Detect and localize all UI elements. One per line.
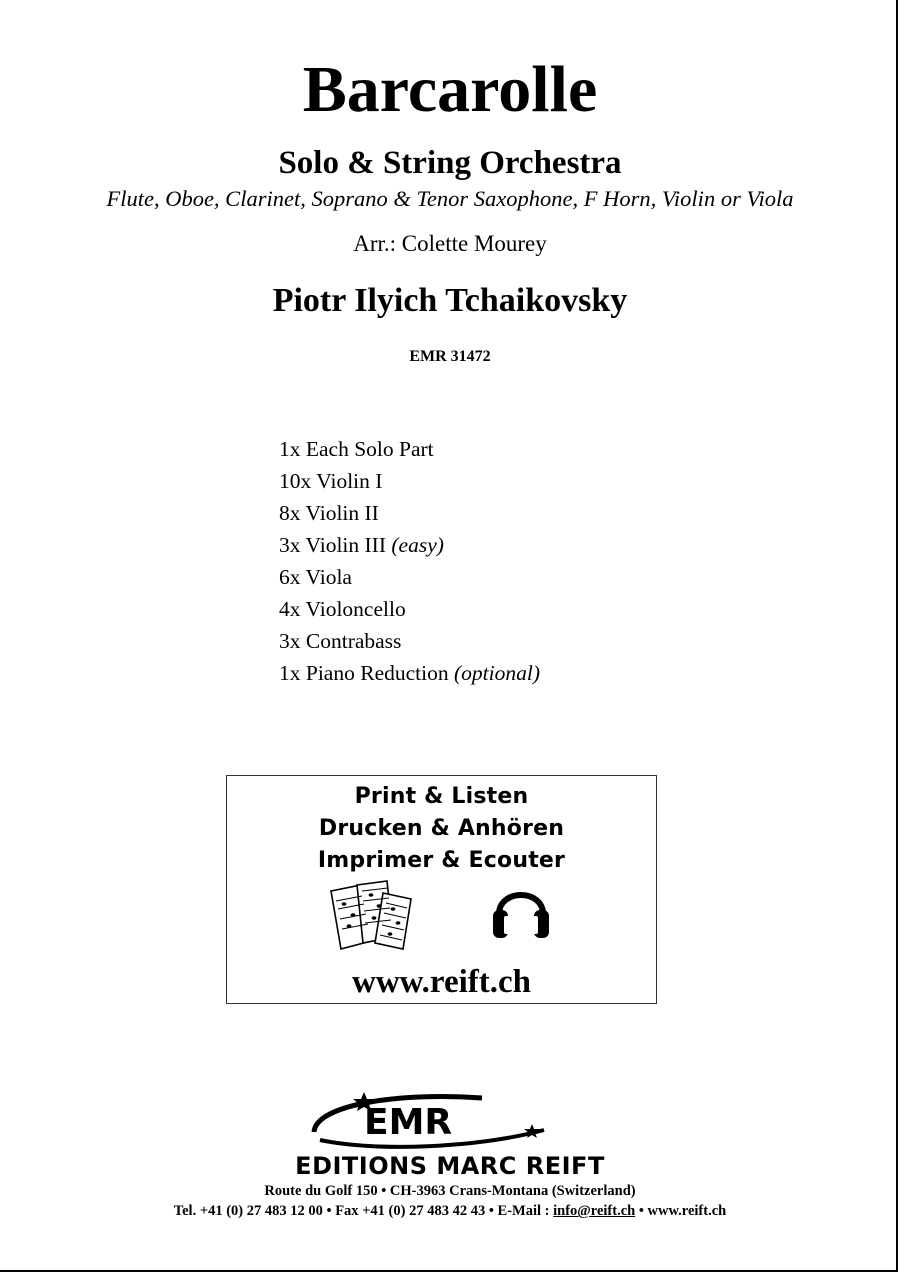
- piece-title: Barcarolle: [302, 53, 598, 126]
- promo-line-german: Drucken & Anhören: [318, 816, 565, 841]
- list-item: 4x Violoncello: [279, 597, 406, 621]
- solo-instruments: Flute, Oboe, Clarinet, Soprano & Tenor Saxophone, F Horn, Violin or Viola: [106, 186, 794, 211]
- part-note: (optional): [453, 661, 540, 685]
- emr-logo: [306, 1090, 556, 1150]
- arranger: Arr.: Colette Mourey: [353, 231, 547, 256]
- list-item: 8x Violin II: [279, 501, 379, 525]
- headphones-icon: [489, 876, 553, 944]
- part-note: (easy): [391, 533, 444, 557]
- list-item: 3x Violin III (easy): [279, 533, 444, 557]
- composer: Piotr Ilyich Tchaikovsky: [272, 282, 628, 319]
- promo-line-english: Print & Listen: [354, 784, 529, 809]
- contact-prefix: Tel. +41 (0) 27 483 12 00 • Fax +41 (0) 27 483 42 43 • E-Mail :: [173, 1203, 554, 1219]
- list-item: 6x Viola: [279, 565, 352, 589]
- ensemble-subtitle: Solo & String Orchestra: [278, 145, 622, 181]
- catalog-number: EMR 31472: [409, 348, 491, 365]
- svg-text:EMR: EMR: [364, 1102, 453, 1143]
- promo-line-french: Imprimer & Ecouter: [317, 848, 566, 873]
- list-item: 1x Each Solo Part: [279, 437, 434, 461]
- publisher-address: Route du Golf 150 • CH-3963 Crans-Montana (Switzerland): [264, 1183, 636, 1199]
- email-link[interactable]: info@reift.ch: [553, 1203, 636, 1219]
- contact-suffix: • www.reift.ch: [635, 1203, 727, 1219]
- list-item: 10x Violin I: [279, 469, 383, 493]
- list-item: 1x Piano Reduction (optional): [279, 661, 540, 685]
- website-link[interactable]: www.reift.ch: [351, 964, 532, 1000]
- list-item: 3x Contrabass: [279, 629, 402, 653]
- publisher-contact: [0, 1201, 900, 1221]
- parts-list: [279, 433, 540, 689]
- print-listen-box: [226, 775, 657, 1004]
- sheet-music-icon: [327, 879, 423, 953]
- publisher-name: EDITIONS MARC REIFT: [295, 1152, 605, 1180]
